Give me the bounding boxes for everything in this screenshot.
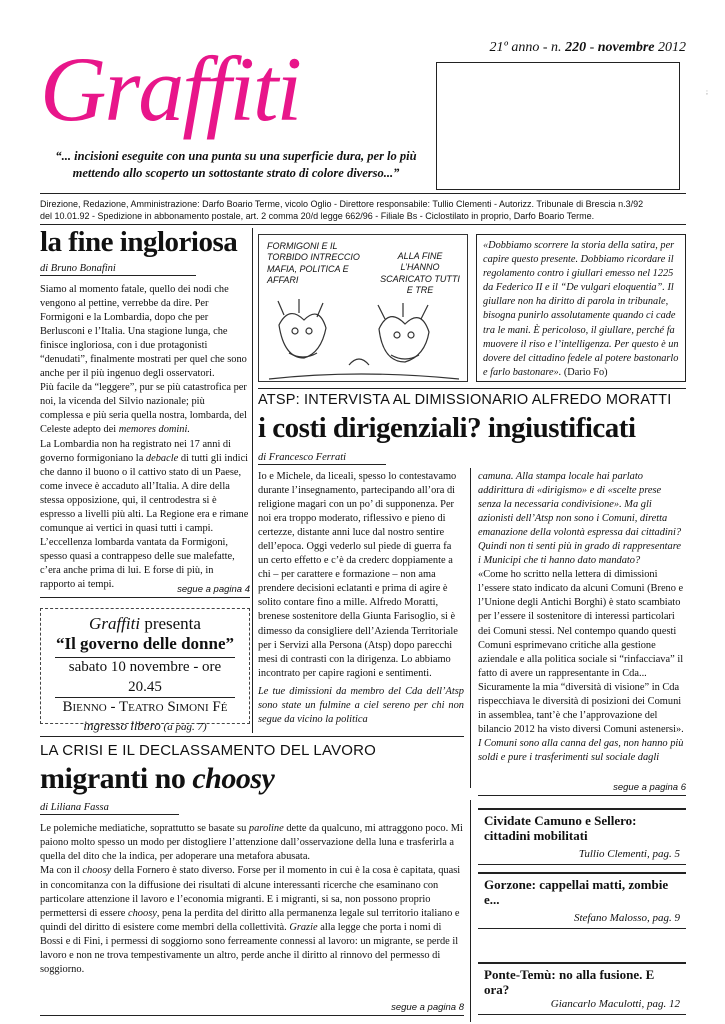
interview-question: Le tue dimissioni da membro del Cda dell’Atsp sono state un fulmine a ciel sereno per chi non segue da vicino la politica [258,685,464,725]
emphasis: choosy [128,907,157,919]
advertisement-box [436,62,680,190]
article-title: i costi dirigenziali? ingiustificati [258,412,636,444]
quote-author: (Dario Fo) [561,366,608,378]
cartoon-caption-right: ALLA FINE L’HANNO SCARICATO TUTTI E TRE [380,251,460,295]
paragraph [40,438,250,593]
issue-info: 21º anno - n. 220 - novembre 2012 [489,40,686,55]
interview-answer: «Come ho scritto nella lettera di dimissioni l’essere stato indicato da alcuni Comuni (Breno e l’Unione degli Antichi Borghi) è stato scambiato per l’essere il sostenitore di interessi particolari dei Comuni stessi. Nel contempo quando questi Comuni esprimevano critiche alla gestione aziendale e alla politica sociale si “rinfacciava” il fatto di avere un rappresentante in Cda... Sicuramente la mia “diversità di visione” in Cda rispecchiava le diversità di posizioni dei Comuni in assemblea, tant’è che l’approvazione del bilancio 2012 ha visto diversi Comuni astenersi». [478,569,684,735]
issue-number: 220 [565,40,587,55]
atsp-column-1 [258,470,464,727]
teaser-page-ref: Tullio Clementi, pag. 5 [578,847,680,860]
text-run: dette da qualcuno, mi attraggono poco. Mi paiono molto spesso un modo per distogliere l’attenzione dall’osservazione della luna e trasferirla a quella del dito che la indica, per adoperare una metafora abusata. [40,823,463,863]
column-divider [470,800,471,1022]
masthead-rule [40,193,686,194]
event-free-entry: ingresso libero [83,717,161,733]
masthead-motto: “... incisioni eseguite con una punta su una superficie dura, per lo più mettendo allo scoperto un sottostante strato di colore diverso...” [55,149,417,180]
cartoon-drawing [259,295,469,383]
event-presents: presenta [140,614,201,633]
segue-link[interactable]: segue a pagina 8 [40,1002,464,1016]
edge-mark: ; [706,88,708,96]
article-title: la fine ingloriosa [40,226,238,258]
event-presenter [41,615,249,634]
paragraph [40,864,464,977]
text-run: Più facile da “leggere”, pur se più catastrofica per noi, la vicenda del Silvio nazionale; più complessa e più seria quella nostra, lombarda, del Celeste adepto dei [40,382,247,436]
teaser-page-ref: Giancarlo Maculotti, pag. 12 [550,997,680,1010]
title-text: migranti no [40,762,193,795]
atsp-column-2 [478,470,686,765]
article-title [40,764,464,794]
event-entry [41,718,249,734]
cartoon-figure-right [379,317,429,362]
article-byline: di Liliana Fassa [40,802,179,815]
teaser-title: Gorzone: cappellai matti, zombie e... [484,877,669,907]
graffiti-logo [40,40,420,140]
emphasis: Grazie [289,921,318,933]
event-date: sabato 10 novembre - ore 20.45 [55,657,235,698]
emphasis: paroline [248,823,284,834]
segue-link[interactable]: segue a pagina 4 [40,584,250,598]
interview-question: I Comuni sono alla canna del gas, non hanno più soldi e pure i trasferimenti sul sociale dagli [478,737,684,763]
issue-month: novembre [597,40,655,55]
column-divider [470,468,471,788]
issue-year: 2012 [658,40,686,55]
text-run: , pena la perdita del diritto alla permanenza legale sul territorio italiano e quindi del diritto di esistere come membri della collettività. [40,907,460,933]
article-kicker: LA CRISI E IL DECLASSAMENTO DEL LAVORO [40,742,377,759]
article-byline: di Francesco Ferrati [258,452,386,465]
text-run: Ma con il [40,865,83,877]
migranti-body [40,822,464,978]
quote-text: «Dobbiamo scorrere la storia della satira, per capire questo presente. Dobbiamo ricordare il regolamento contro i giullari emesso nel 1225 da Federico II e il “De vulgari eloquentia”. Il giullare non ha diritto di parola in tribunale, bisogna punirlo assolutamente quando ci cade tra le mani. È pericoloso, il giullare, perché fa muovere il riso e l’intelligenza. Per questo è un dovere del cittadino fedele al potere bastonarlo e farlo bastonare». [483,240,679,378]
event-box [40,608,250,733]
article-byline: di Bruno Bonafini [40,263,196,276]
paragraph: Io e Michele, da liceali, spesso lo contestavamo durante l’insegnamento, partecipando all’ora di religione magari con un po’ di supponenza. Per noi era troppo moderato, riflessivo e pieno di certezze, distante anni luce dal nostro sentire dell’epoca. Oggi vederlo sul piede di guerra fa un certo effetto e c’è da crederc doppiamente a chi – per carattere e formazione – non ama prendere decisioni eclatanti e prima di agire è solito contare fino a mille. Alfredo Moratti, brenese sostenitore della Giunta Farisoglio, si è dimesso da consigliere dell’Azienda Territoriale per i Servizi alla Persona (Atsp) dopo parecchi mesi di contrasti con la dirigenza. Lo abbiamo incontrato per capire ragioni e sentimenti. [258,471,458,679]
article-body [40,283,250,592]
title-emphasis: choosy [192,762,275,795]
paragraph [40,822,464,864]
interview-question: camuna. Alla stampa locale hai parlato addirittura di «dirigismo» e di «scelte prese senza la necessaria condivisione». Ma gli azionisti dell’Atsp non sono i Comuni, diretta emanazione della volontà espressa dai cittadini? Quindi non ti senti più in grado di rappresentare i Municipi che ti hanno dato mandato? [478,471,682,567]
text-run: La Lombardia non ha registrato nei 17 anni di governo formigoniano la [40,438,232,464]
info-line-1: Direzione, Redazione, Amministrazione: Darfo Boario Terme, vicolo Oglio - Direttore responsabile: Tullio Clementi - Autorizz. Tribunale di Brescia n.3/92 [40,199,644,209]
teaser-title: Ponte-Temù: no alla fusione. E ora? [484,967,655,997]
teaser-title: Cividate Camuno e Sellero: cittadini mobilitati [484,813,637,843]
segue-link[interactable]: segue a pagina 6 [478,782,686,796]
column-divider [252,228,253,733]
cartoon-caption-left: FORMIGONI E IL TORBIDO INTRECCIO MAFIA, POLITICA E AFFARI [267,241,360,285]
text-run: di tutti gli indici che danno il buono o il cattivo stato di un Paese, come invece è accaduto all’Italia. A dire della stessa opposizione, qui, il centrodestra si è espresso a livelli più alti. La Regione era e rimane comunque ai vertici in quasi tutti i campi. L’eccellenza lombarda vantata da Formigoni, spesso quasi a contrappeso delle sue malefatte, c’era anche prima di lui. E forse di più, in rapporto ai tempi. [40,452,249,590]
emphasis: debacle [145,452,179,464]
teaser-cividate[interactable] [478,808,686,865]
paragraph [40,381,250,437]
emphasis: memores domini. [118,424,190,436]
section-rule [258,388,686,389]
satirical-cartoon [258,234,468,382]
article-fine-ingloriosa [40,228,250,592]
event-venue: Bienno - Teatro Simoni Fé [62,699,228,716]
section-rule [40,736,464,737]
publication-info [40,198,686,222]
event-brand: Graffiti [89,614,141,633]
teaser-page-ref: Stefano Malosso, pag. 9 [573,911,680,924]
event-title: “Il governo delle donne” [55,633,235,653]
logo-lettering: Graffiti [40,40,301,140]
text-run: alla legge che porta i nomi di Bossi e di Fini, i permessi di soggiorno sono ferreamente connessi al lavoro: un migrante, se perde il lavoro e non ne trova tempestivamente un altro, perde anche il diritto al rinnovo del permesso di soggiorno. [40,921,459,976]
article-kicker: ATSP: INTERVISTA AL DIMISSIONARIO ALFREDO MORATTI [258,392,672,408]
issue-prefix: 21º anno - n. [489,40,562,55]
paragraph: Siamo al momento fatale, quello dei nodi che vengono al pettine, verrebbe da dire. Per Formigoni e la Lombardia, dopo che per Berlusconi e l’Italia. Una stagione lunga, che finisce ingloriosa, con i due protagonisti “denudati”, finalmente mostrati per quel che sono anche per il più ingenuo degli osservatori. [40,284,247,380]
teaser-ponte-temu[interactable] [478,962,686,1015]
masthead-bottom-rule [40,224,686,225]
text-run: della Fornero è stato diverso. Forse per il momento in cui è la cosa è capitata, quasi in concomitanza con la diffusione dei risultati di alcune interessanti ricerche che esaminano con particolare attenzione il lavoro e l’economia migranti. E i migranti, si sa, non possono proprio permettersi di essere [40,865,461,919]
info-line-2: del 10.01.92 - Spedizione in abbonamento postale, art. 2 comma 20/d legge 662/96 - Filiale Bs - Ciclostilato in proprio, Darfo Boario Terme. [40,211,595,222]
event-page-ref: (a pag. 7) [160,720,207,733]
teaser-gorzone[interactable] [478,872,686,929]
cartoon-figure-left [279,314,326,358]
emphasis: choosy [82,865,112,877]
text-run: Le polemiche mediatiche, soprattutto se basate su [40,823,249,834]
dario-fo-quote [476,234,686,382]
